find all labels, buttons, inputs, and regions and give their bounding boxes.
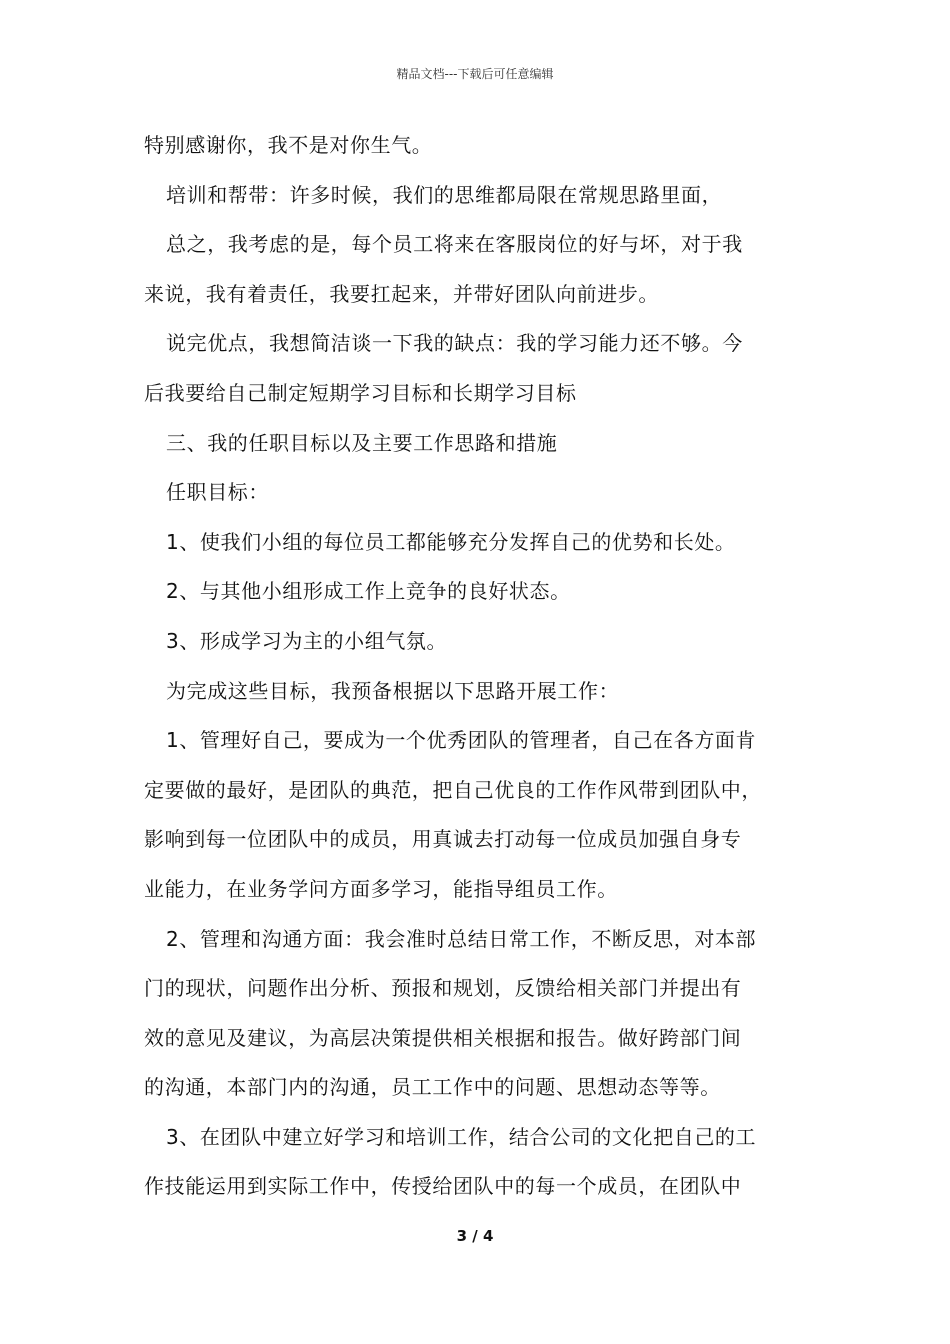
list-item: 1、管理好自己，要成为一个优秀团队的管理者，自己在各方面肯: [166, 728, 757, 753]
page-header: 精品文档---下载后可任意编辑: [396, 67, 554, 81]
body-line: 特别感谢你，我不是对你生气。: [144, 133, 433, 157]
body-line: 总之，我考虑的是，每个员工将来在客服岗位的好与坏，对于我: [166, 232, 743, 257]
list-item: 2、管理和沟通方面：我会准时总结日常工作，不断反思，对本部: [166, 926, 757, 951]
body-line: 效的意见及建议，为高层决策提供相关根据和报告。做好跨部门间: [144, 1025, 742, 1050]
body-line: 来说，我有着责任，我要扛起来，并带好团队向前进步。: [144, 281, 659, 306]
section-heading: 三、我的任职目标以及主要工作思路和措施: [166, 430, 558, 455]
body-line: 为完成这些目标，我预备根据以下思路开展工作：: [166, 678, 620, 703]
body-line: 影响到每一位团队中的成员，用真诚去打动每一位成员加强自身专: [144, 827, 742, 852]
list-item: 2、与其他小组形成工作上竞争的良好状态。: [166, 579, 571, 604]
list-item: 1、使我们小组的每位员工都能够充分发挥自己的优势和长处。: [166, 529, 736, 554]
document-body: [144, 121, 824, 1212]
body-line: 任职目标：: [166, 480, 269, 505]
body-line: 后我要给自己制定短期学习目标和长期学习目标: [144, 380, 577, 405]
page-number: 3 / 4: [456, 1227, 494, 1245]
body-line: 作技能运用到实际工作中，传授给团队中的每一个成员，在团队中: [144, 1174, 742, 1199]
body-line: 业能力，在业务学问方面多学习，能指导组员工作。: [144, 876, 618, 901]
list-item: 3、在团队中建立好学习和培训工作，结合公司的文化把自己的工: [166, 1124, 757, 1149]
body-line: 说完优点，我想简洁谈一下我的缺点：我的学习能力还不够。今: [166, 331, 743, 356]
body-line: 门的现状，问题作出分析、预报和规划，反馈给相关部门并提出有: [144, 976, 742, 1001]
body-line: 培训和帮带：许多时候，我们的思维都局限在常规思路里面，: [166, 182, 723, 207]
list-item: 3、形成学习为主的小组气氛。: [166, 628, 448, 653]
body-line: 的沟通，本部门内的沟通，员工工作中的问题、思想动态等等。: [144, 1075, 721, 1100]
body-line: 定要做的最好，是团队的典范，把自己优良的工作作风带到团队中，: [144, 777, 762, 802]
